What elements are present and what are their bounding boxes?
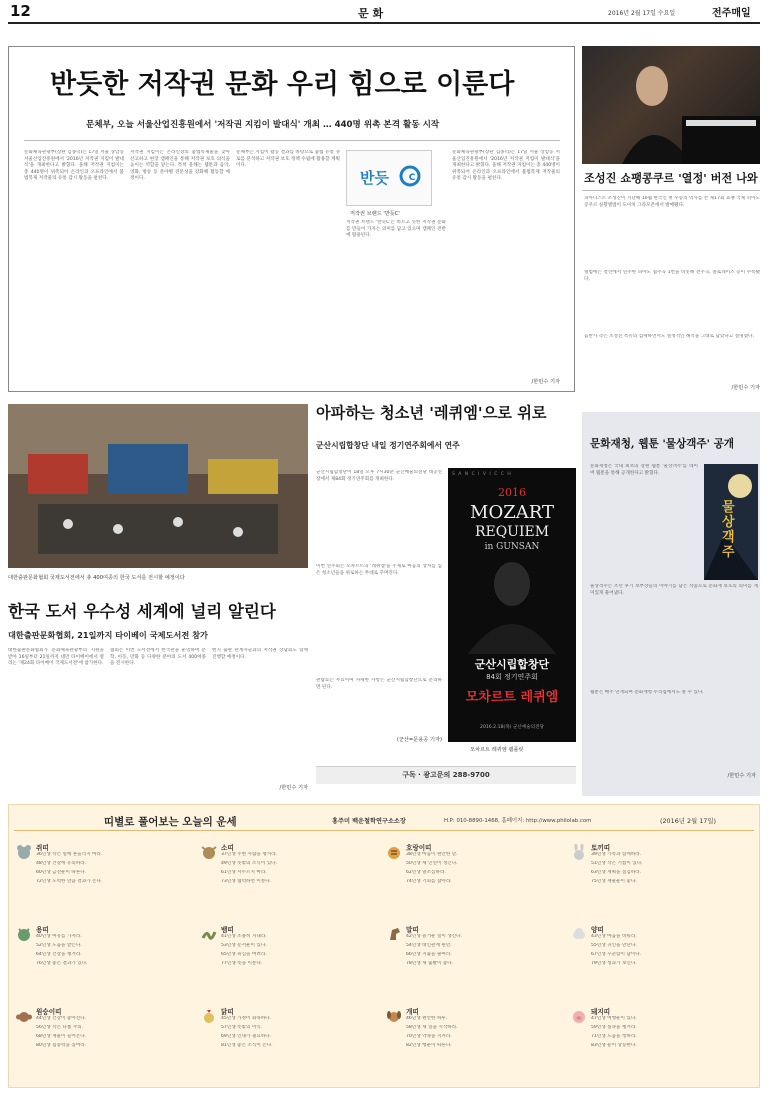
zodiac-cell xyxy=(14,918,199,1000)
zodiac-line: 69년생 인내가 필요하다. xyxy=(221,1034,272,1039)
zodiac-line: 70년생 약속을 지켜라. xyxy=(406,1034,452,1039)
pianist-photo-icon xyxy=(582,46,760,164)
zodiac-line: 61년생 서두르지 마라. xyxy=(221,870,267,875)
book-headline: 한국 도서 우수성 세계에 널리 알린다 xyxy=(8,602,276,621)
horoscope-date: (2016년 2월 17일) xyxy=(660,817,717,825)
poster-line3: in GUNSAN xyxy=(484,542,540,552)
main-col-5: 문화체육관광부(장관 김종덕)는 17일 서울 상암동 서울산업진흥원에서 '2016년 저작권 지킴이 발대식'을 개최한다고 밝혔다. 올해 저작권 지킴이는 총 440명이 위촉되어 온라인과 오프라인에서 불법복제 저작물의 유통 감시 활동을 펼친다. xyxy=(452,150,560,182)
zodiac-line: 81년생 좋은 소식이 온다. xyxy=(221,1043,273,1048)
brand-logo xyxy=(358,158,422,198)
chopin-byline: /한민수 기자 xyxy=(731,385,760,391)
zodiac-line: 46년생 편안한 하루. xyxy=(406,1016,448,1021)
main-headline: 반듯한 저작권 문화 우리 힘으로 이룬다 xyxy=(50,69,515,100)
zodiac-line: 39년생 가족과 함께하라. xyxy=(591,852,642,857)
zodiac-line: 74년생 기회를 잡아라. xyxy=(406,879,452,884)
requiem-byline: (군산=문용공 기자) xyxy=(396,737,442,743)
zodiac-cell xyxy=(384,1000,569,1082)
requiem-body-1: 군산시립합창단이 18일 오후 7시30분 군산예술의전당 대공연장에서 제84회 정기연주회를 개최한다. xyxy=(316,470,442,482)
zodiac-line: 36년생 작은 일에 흔들리지 마라. xyxy=(36,852,103,857)
poster-caption: 모차르트 레퀴엠 팸플릿 xyxy=(470,747,524,753)
zodiac-line: 71년생 도움을 청하라. xyxy=(591,1034,637,1039)
zodiac-line: 37년생 주변 사람을 챙겨라. xyxy=(221,852,278,857)
dog-icon xyxy=(386,1008,402,1024)
zodiac-cell xyxy=(199,836,384,918)
ox-icon xyxy=(201,844,217,860)
rabbit-icon xyxy=(571,844,587,860)
requiem-headline: 아파하는 청소년 '레퀴엠'으로 위로 xyxy=(316,404,547,422)
zodiac-cell xyxy=(569,918,754,1000)
poster-line2: REQUIEM xyxy=(474,524,550,540)
webtoon-body-2: 물상객주는 조선 후기 보부상들의 이야기를 담은 작품으로 문화재 보호의 의미를 재미있게 풀어냈다. xyxy=(590,584,758,596)
zodiac-name: 원숭이띠 xyxy=(36,1008,62,1016)
chopin-photo xyxy=(582,46,760,164)
zodiac-line: 65년생 욕심을 버려라. xyxy=(221,952,267,957)
zodiac-grid xyxy=(14,836,754,1084)
zodiac-line: 75년생 재물운이 좋다. xyxy=(591,879,637,884)
poster-choir: 군산시립합창단 xyxy=(474,658,550,671)
zodiac-line: 58년생 새 일을 시작하라. xyxy=(406,1025,458,1030)
zodiac-line: 52년생 도움을 받는다. xyxy=(36,943,82,948)
tiger-icon xyxy=(386,844,402,860)
chopin-body-2: 앨범에는 결선에서 연주한 피아노 협주곡 1번을 비롯해 전주곡, 폴로네이즈 등이 수록됐다. xyxy=(584,270,760,282)
requiem-poster xyxy=(448,468,576,742)
issue-date: 2016년 2월 17일 수요일 xyxy=(608,10,676,17)
zodiac-name: 양띠 xyxy=(591,926,604,934)
zodiac-line: 64년생 건강을 챙겨라. xyxy=(36,952,82,957)
zodiac-name: 뱀띠 xyxy=(221,926,234,934)
zodiac-line: 62년생 말조심하라. xyxy=(406,870,446,875)
zodiac-line: 53년생 문서운이 있다. xyxy=(221,943,267,948)
zodiac-line: 77년생 뜻을 이룬다. xyxy=(221,961,263,966)
paper-name: 전주매일 xyxy=(712,8,751,19)
horoscope-title: 띠별로 풀어보는 오늘의 운세 xyxy=(104,816,237,828)
main-col-1: 문화체육관광부(장관 김종덕)는 17일 서울 상암동 서울산업진흥원에서 '2016년 저작권 지킴이 발대식'을 개최한다고 밝혔다. 올해 저작권 지킴이는 총 440명이 위촉되어 온라인과 오프라인에서 불법복제 저작물의 유통 감시 활동을 펼친다. xyxy=(24,150,124,182)
chopin-rule xyxy=(582,190,760,191)
monkey-icon xyxy=(16,1008,32,1024)
poster-figure-icon xyxy=(448,554,576,654)
zodiac-line: 56년생 작은 다툼 주의. xyxy=(36,1025,84,1030)
zodiac-line: 59년생 실속을 챙겨라. xyxy=(591,1025,637,1030)
zodiac-line: 79년생 성과가 보인다. xyxy=(591,961,637,966)
book-col-1: 대한출판문화협회가 문화체육관광부의 지원을 받아 16일부터 21일까지 대만 타이베이에서 열리는 '제24회 타이베이 국제도서전'에 참가한다. xyxy=(8,648,104,667)
rat-icon xyxy=(16,844,32,860)
dragon-icon xyxy=(16,926,32,942)
zodiac-line: 48년생 건강에 유의하라. xyxy=(36,861,87,866)
horse-icon xyxy=(386,926,402,942)
poster-brand: S A N C I V I C C H xyxy=(452,472,512,477)
zodiac-line: 67년생 꾸준함이 답이다. xyxy=(591,952,642,957)
webtoon-poster-title: 물상객주 xyxy=(722,500,735,560)
zodiac-line: 55년생 귀인을 만난다. xyxy=(591,943,637,948)
zodiac-line: 44년생 건강이 좋아진다. xyxy=(36,1016,87,1021)
webtoon-body-3: 웹툰은 매주 연재되며 문화재청 누리집에서도 볼 수 있다. xyxy=(590,690,704,695)
masthead-rule xyxy=(8,22,760,24)
zodiac-line: 63년생 계획을 점검하라. xyxy=(591,870,642,875)
zodiac-cell xyxy=(569,1000,754,1082)
zodiac-line: 73년생 협력하면 이룬다. xyxy=(221,879,272,884)
zodiac-name: 개띠 xyxy=(406,1008,419,1016)
zodiac-cell xyxy=(14,836,199,918)
zodiac-line: 40년생 여유를 가져라. xyxy=(36,934,82,939)
poster-year: 2016 xyxy=(498,486,526,499)
zodiac-line: 82년생 행운이 따른다. xyxy=(406,1043,452,1048)
requiem-subheadline: 군산시립합창단 내일 정기연주회에서 연주 xyxy=(316,441,460,450)
zodiac-line: 80년생 집중력을 높여라. xyxy=(36,1043,87,1048)
subscription-text: 구독 · 광고문의 288-9700 xyxy=(402,771,490,779)
horoscope-rule xyxy=(14,830,754,831)
zodiac-name: 소띠 xyxy=(221,844,234,852)
brand-logo-caption: 저작권 브랜드 '반듯C' xyxy=(350,211,400,217)
zodiac-name: 쥐띠 xyxy=(36,844,49,852)
zodiac-line: 76년생 좋은 결과가 있다. xyxy=(36,961,88,966)
zodiac-name: 닭띠 xyxy=(221,1008,234,1016)
zodiac-line: 41년생 조용히 지내라. xyxy=(221,934,267,939)
main-col-3: 문체부는 지킴이 활동 결과를 바탕으로 불법 유통 경로를 분석하고 저작권 보호 정책 수립에 활용할 계획이다. xyxy=(236,150,340,169)
zodiac-cell xyxy=(199,1000,384,1082)
zodiac-name: 돼지띠 xyxy=(591,1008,611,1016)
pig-icon xyxy=(571,1008,587,1024)
book-fair-caption: 대한출판문화협회 국제도서전에서 총 400여종의 한국 도서를 전시할 예정이다 xyxy=(8,575,185,581)
main-col-2: 저작권 지킴이는 온라인상의 불법복제물을 찾아 신고하고 현장 캠페인을 통해 저작권 보호 의식을 높이는 역할을 맡는다. 특히 올해는 웹툰과 음악, 영화, 방송 등 분야별 전문성을 강화해 활동할 예정이다. xyxy=(130,150,230,182)
chopin-headline: 조성진 쇼팽콩쿠르 '열정' 버전 나와 xyxy=(584,171,758,185)
zodiac-line: 45년생 가정이 화목하다. xyxy=(221,1016,272,1021)
page-number: 12 xyxy=(10,2,31,20)
main-subheadline: 문체부, 오늘 서울산업진흥원에서 '저작권 지킴이 발대식' 개최 … 440명 위촉 본격 활동 시작 xyxy=(86,120,440,130)
poster-line1: MOZART xyxy=(470,502,554,523)
zodiac-line: 54년생 대인관계 원만. xyxy=(406,943,452,948)
subheadline-rule xyxy=(24,140,560,141)
svg-text:C: C xyxy=(408,173,416,183)
zodiac-line: 66년생 지출을 줄여라. xyxy=(406,952,452,957)
book-fair-photo-image xyxy=(8,404,308,568)
book-col-3: 현지 출판 관계자들과의 저작권 상담회도 함께 진행할 예정이다. xyxy=(212,648,308,660)
zodiac-cell xyxy=(14,1000,199,1082)
zodiac-name: 호랑이띠 xyxy=(406,844,432,852)
zodiac-name: 토끼띠 xyxy=(591,844,611,852)
zodiac-line: 57년생 뜻밖의 이익. xyxy=(221,1025,263,1030)
webtoon-body-1: 문화재청은 국내 최초의 장편 웹툰 '물상객주'를 네이버 웹툰을 통해 공개한다고 밝혔다. xyxy=(590,464,698,476)
zodiac-name: 말띠 xyxy=(406,926,419,934)
book-subheadline: 대한출판문화협회, 21일까지 타이베이 국제도서전 참가 xyxy=(8,630,208,640)
zodiac-line: 60년생 금전운이 따른다. xyxy=(36,870,87,875)
zodiac-cell xyxy=(199,918,384,1000)
zodiac-line: 50년생 새 인연이 생긴다. xyxy=(406,861,458,866)
poster-title-kr: 모차르트 레퀴엠 xyxy=(465,690,559,705)
zodiac-cell xyxy=(569,836,754,918)
main-col-4: 저작권 브랜드 '반듯C'는 바르고 듯한 저작권 문화를 만들어 가자는 의미를 담고 있으며 캠페인 전반에 활용된다. xyxy=(346,220,446,239)
zodiac-cell xyxy=(384,836,569,918)
zodiac-cell xyxy=(384,918,569,1000)
snake-icon xyxy=(201,926,217,942)
book-fair-photo xyxy=(8,404,308,568)
horoscope-institute: 홍주미 백운철학연구소소장 xyxy=(332,818,406,825)
rooster-icon xyxy=(201,1008,217,1024)
zodiac-line: 38년생 마음이 편안한 날. xyxy=(406,852,458,857)
poster-concert: 84회 정기연주회 xyxy=(486,673,538,681)
zodiac-line: 47년생 여행운이 있다. xyxy=(591,1016,637,1021)
book-col-2: 협회는 이번 도서전에서 한국관을 운영하며 문학, 아동, 만화 등 다양한 분야의 도서 400여종을 전시한다. xyxy=(110,648,206,667)
book-byline: /한민수 기자 xyxy=(279,785,308,791)
zodiac-line: 68년생 재물이 들어온다. xyxy=(36,1034,87,1039)
zodiac-line: 83년생 운이 상승한다. xyxy=(591,1043,637,1048)
zodiac-line: 78년생 새 출발이 좋다. xyxy=(406,961,454,966)
webtoon-headline: 문화재청, 웹툰 '물상객주' 공개 xyxy=(590,438,735,450)
requiem-body-3: 관람료는 무료이며 자세한 사항은 군산시립합창단으로 문의하면 된다. xyxy=(316,678,442,690)
section-title: 문 화 xyxy=(358,7,384,20)
chopin-body-1: 피아니스트 조성진이 지난해 10월 한국인 첫 우승의 역사를 쓴 제17회 쇼팽 국제 피아노 콩쿠르 실황앨범이 도이치 그라모폰에서 발매됐다. xyxy=(584,196,760,208)
main-byline: /한민수 기자 xyxy=(531,379,560,385)
webtoon-byline: /한민수 기자 xyxy=(727,773,756,779)
zodiac-line: 43년생 마음을 비워라. xyxy=(591,934,637,939)
zodiac-line: 72년생 노력한 만큼 결과가 온다. xyxy=(36,879,103,884)
chopin-body-3: 음반사 측은 조성진 특유의 섬세하면서도 열정적인 해석을 그대로 담았다고 설명했다. xyxy=(584,334,754,339)
brand-logo-text: 반듯 xyxy=(360,169,389,187)
zodiac-name: 용띠 xyxy=(36,926,49,934)
zodiac-line: 49년생 뜻밖의 소식이 있다. xyxy=(221,861,278,866)
webtoon-poster xyxy=(704,464,758,580)
zodiac-line: 51년생 작은 기쁨이 있다. xyxy=(591,861,643,866)
sheep-icon xyxy=(571,926,587,942)
horoscope-contact: H.P: 010-8890-1468, 홈페이지: http://www.philolab.com xyxy=(444,818,592,824)
zodiac-line: 42년생 즐거운 일이 생긴다. xyxy=(406,934,463,939)
requiem-body-2: 이번 연주회는 모차르트의 '레퀴엠'을 주제로 마음의 상처를 입은 청소년들을 위로하는 무대로 꾸며진다. xyxy=(316,564,442,576)
poster-footer: 2016.2.18(목) 군산예술의전당 xyxy=(480,725,544,730)
